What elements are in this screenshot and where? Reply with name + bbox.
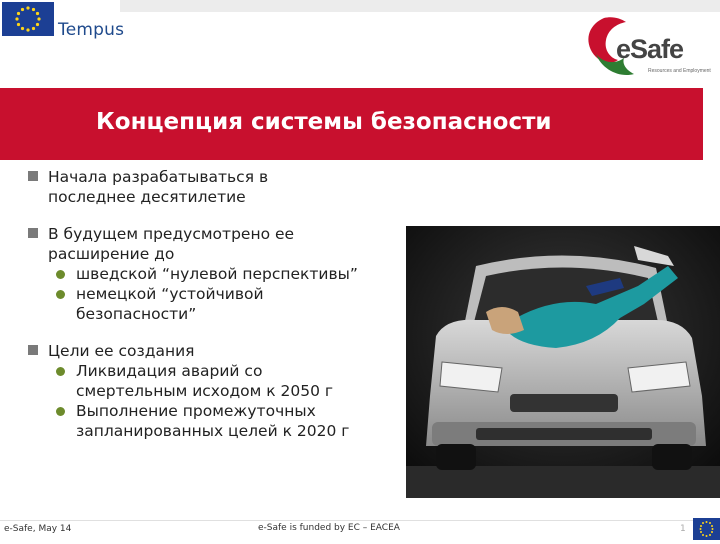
bullet-item	[28, 341, 403, 361]
square-bullet-icon	[28, 345, 38, 355]
dot-bullet-icon	[56, 290, 65, 299]
header-strip	[120, 0, 720, 12]
bullet-line: Начала разрабатываться в	[48, 168, 269, 186]
sub-bullet-item	[28, 401, 403, 441]
bullet-line: расширение до	[48, 245, 175, 263]
eu-flag-small-icon	[693, 518, 720, 540]
esafe-logo-text: eSafe	[616, 34, 684, 64]
slide-title: Концепция системы безопасности	[96, 109, 552, 135]
dot-bullet-icon	[56, 367, 65, 376]
bullet-line: последнее десятилетие	[48, 188, 246, 206]
footer-divider	[0, 520, 720, 521]
esafe-logo-tagline: Resources and Employment	[648, 68, 711, 74]
bullet-line: Цели ее создания	[48, 342, 195, 360]
program-name: Tempus	[58, 20, 125, 40]
bullet-list	[28, 167, 403, 441]
square-bullet-icon	[28, 171, 38, 181]
footer-date: e-Safe, May 14	[4, 524, 72, 534]
sub-bullet-item	[28, 284, 403, 324]
footer-funding: e-Safe is funded by EC – EACEA	[258, 523, 400, 533]
bullet-line: В будущем предусмотрено ее	[48, 225, 295, 243]
sub-bullet-item	[28, 361, 403, 401]
page-number: 1	[680, 524, 686, 534]
sub-bullet-line: Выполнение промежуточных	[76, 402, 316, 420]
sub-bullet-line: немецкой “устойчивой	[76, 285, 264, 303]
eu-flag-icon	[2, 2, 54, 36]
sub-bullet-line: запланированных целей к 2020 г	[76, 422, 350, 440]
sub-bullet-line: Ликвидация аварий со	[76, 362, 263, 380]
bullet-item	[28, 224, 403, 264]
dot-bullet-icon	[56, 270, 65, 279]
sub-bullet-line: смертельным исходом к 2050 г	[76, 382, 334, 400]
sub-bullet-item	[28, 264, 403, 284]
bullet-item	[28, 167, 403, 207]
sub-bullet-line: безопасности”	[76, 305, 197, 323]
square-bullet-icon	[28, 228, 38, 238]
crash-test-photo	[406, 226, 720, 498]
sub-bullet-line: шведской “нулевой перспективы”	[76, 265, 358, 283]
dot-bullet-icon	[56, 407, 65, 416]
